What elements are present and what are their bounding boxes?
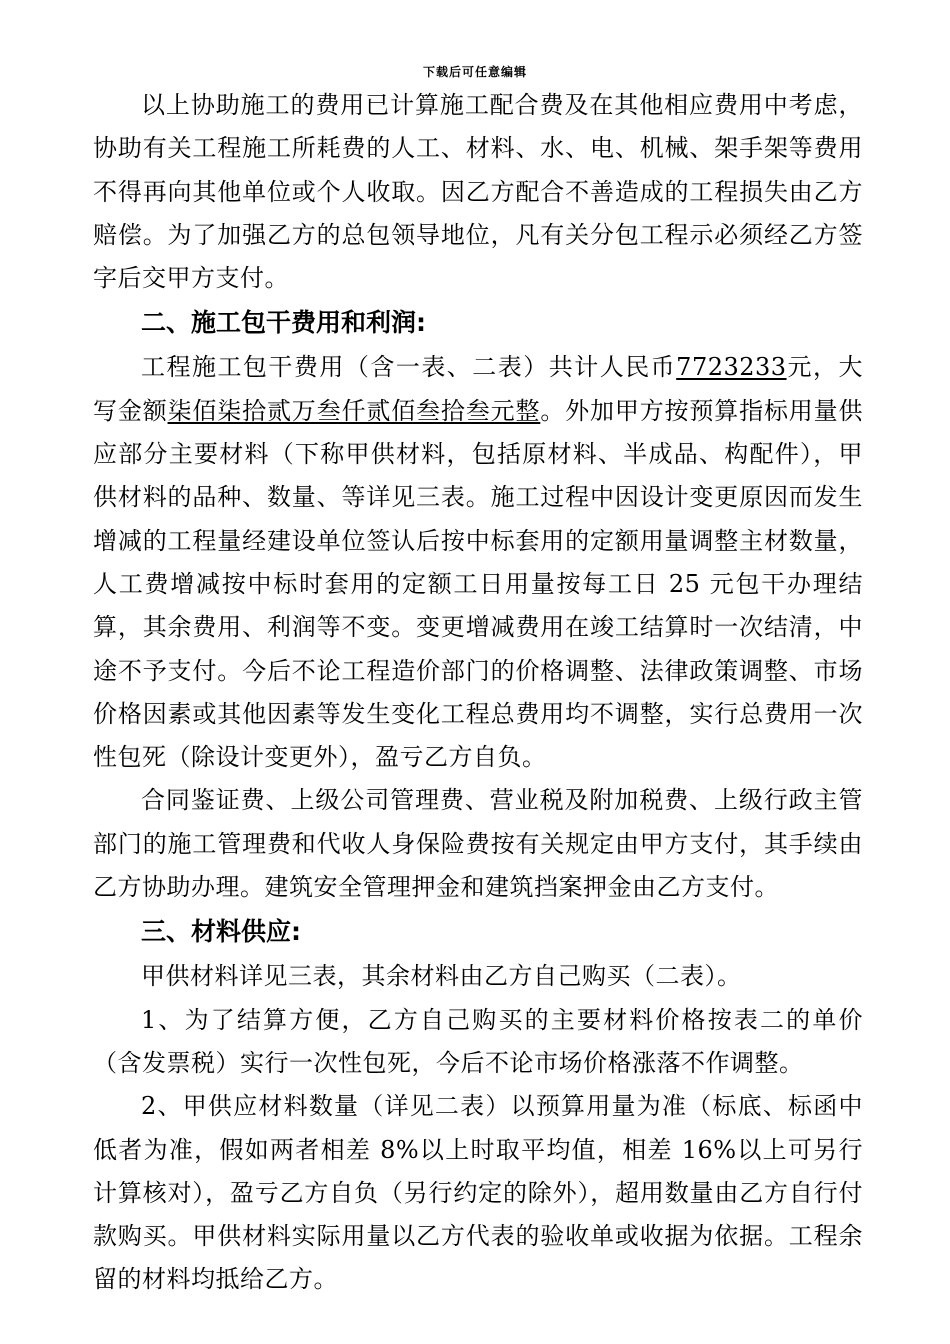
contract-fee-text-b: 元，大写金额 [93, 353, 864, 425]
document-body [93, 84, 863, 1302]
section-heading-material-supply: 三、材料供应: [141, 917, 301, 947]
contract-fee-text-a: 工程施工包干费用（含一表、二表）共计人民币 [141, 353, 677, 382]
paragraph-contract-fee [93, 346, 863, 779]
section-heading-contract-fee: 二、施工包干费用和利润: [141, 308, 426, 338]
paragraph-material-item-1: 1、为了结算方便，乙方自己购买的主要材料价格按表二的单价（含发票税）实行一次性包死，今后不论市场价格涨落不作调整。 [93, 1005, 863, 1077]
paragraph-material-item-2: 2、甲供应材料数量（详见二表）以预算用量为准（标底、标函中低者为准，假如两者相差 8%以上时取平均值，相差 16%以上可另行计算核对），盈亏乙方自负（另行约定的除外），超用数量由乙方自行付款购买。甲供材料实际用量以乙方代表的验收单或收据为依据。工程余留的材料均抵给乙方。 [93, 1092, 863, 1294]
paragraph-fees-responsibility: 合同鉴证费、上级公司管理费、营业税及附加税费、上级行政主管部门的施工管理费和代收人身保险费按有关规定由甲方支付，其手续由乙方协助办理。建筑安全管理押金和建筑挡案押金由乙方支付。 [93, 786, 863, 902]
paragraph-cooperation-costs: 以上协助施工的费用已计算施工配合费及在其他相应费用中考虑，协助有关工程施工所耗费的人工、材料、水、电、机械、架手架等费用不得再向其他单位或个人收取。因乙方配合不善造成的工程损失由乙方赔偿。为了加强乙方的总包领导地位，凡有关分包工程示必须经乙方签字后交甲方支付。 [93, 91, 863, 293]
contract-fee-text-c: 。外加甲方按预算指标用量供应部分主要材料（下称甲供材料，包括原材料、半成品、构配件），甲供材料的品种、数量、等详见三表。施工过程中因设计变更原因而发生增减的工程量经建设单位签认后按中标套用的定额用量调整主材数量，人工费增减按中标时套用的定额工日用量按每工日 25 元包干办理结算，其余费用、利润等不变。变更增减费用在竣工结算时一次结清，中途不予支付。今后不论工程造价部门的价格调整、法律政策调整、市场价格因素或其他因素等发生变化工程总费用均不调整，实行总费用一次性包死（除设计变更外），盈亏乙方自负。 [93, 396, 864, 772]
header-note: 下载后可任意编辑 [422, 65, 527, 79]
contract-amount: 7723233 [676, 353, 787, 382]
contract-amount-words: 柒佰柒拾贰万叁仟贰佰叁拾叁元整 [167, 396, 541, 425]
paragraph-material-intro: 甲供材料详见三表，其余材料由乙方自己购买（二表）。 [141, 962, 742, 991]
